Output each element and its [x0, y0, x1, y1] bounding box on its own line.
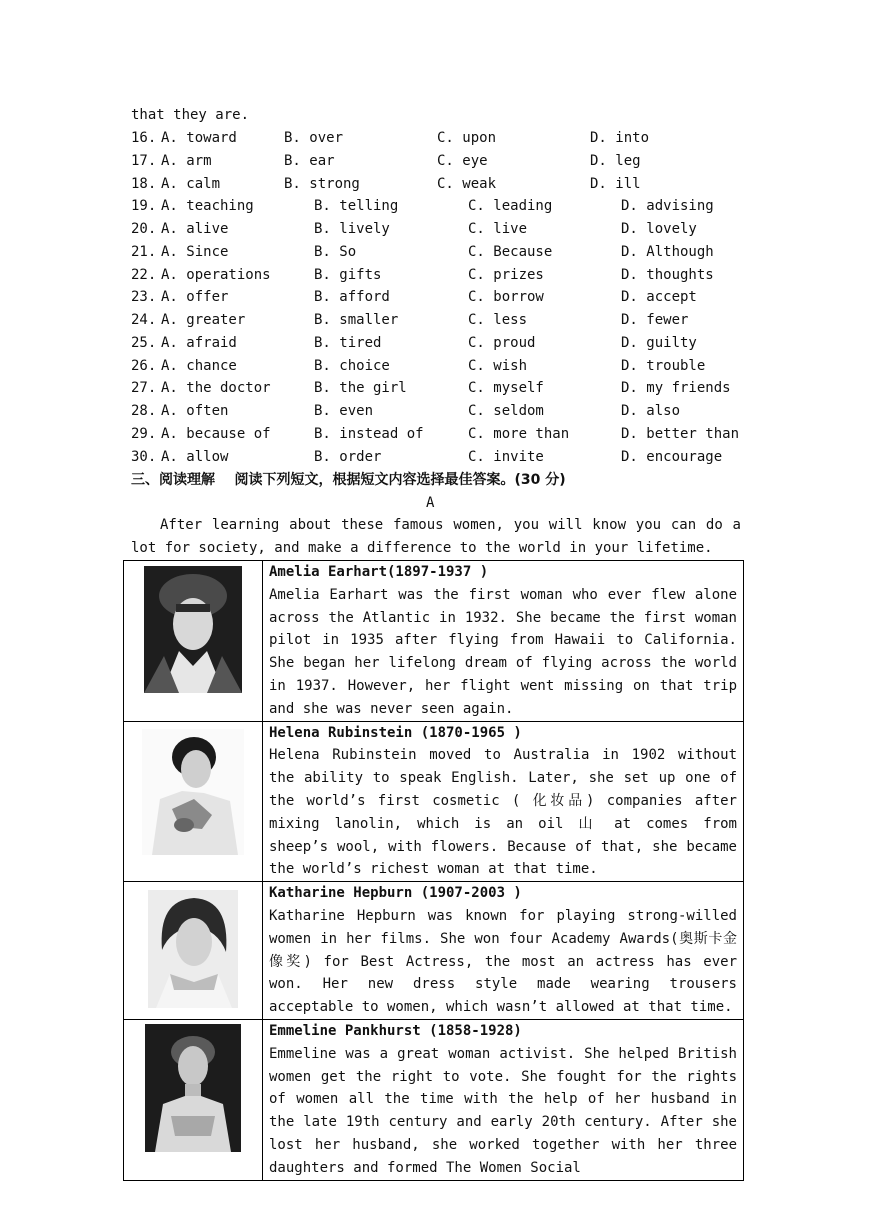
question-number: 19. — [131, 198, 157, 214]
question-row — [131, 423, 751, 446]
option-d: D. into — [590, 130, 650, 146]
option-b: B. the girl — [314, 380, 407, 396]
question-number: 24. — [131, 312, 157, 328]
option-c: C. wish — [468, 358, 528, 374]
question-row — [131, 446, 751, 469]
option-b: B. order — [314, 449, 382, 465]
option-a: A. the doctor — [161, 380, 271, 396]
option-b: B. tired — [314, 335, 382, 351]
question-row — [131, 241, 751, 264]
option-d: D. my friends — [621, 380, 731, 396]
bio-cell — [263, 561, 744, 722]
intro-paragraph — [131, 514, 741, 560]
person-bio: Amelia Earhart was the first woman who ever flew alone across the Atlantic in 1932. She became the first woman pilot in 1935 after flying from Hawaii to California. She began her lifelong dream of flying across the world in 1937. However, her flight went missing on that trip and she was never seen again. — [269, 586, 737, 717]
question-number: 20. — [131, 221, 157, 237]
option-a: A. often — [161, 403, 229, 419]
option-d: D. better than — [621, 426, 740, 442]
bio-cell — [263, 721, 744, 882]
question-number: 26. — [131, 358, 157, 374]
option-a: A. greater — [161, 312, 246, 328]
option-a: A. arm — [161, 153, 212, 169]
question-row — [131, 286, 751, 309]
option-a: A. teaching — [161, 198, 254, 214]
question-number: 27. — [131, 380, 157, 396]
option-d: D. leg — [590, 153, 641, 169]
option-a: A. operations — [161, 267, 271, 283]
lead-line: that they are. — [131, 107, 250, 123]
option-b: B. even — [314, 403, 374, 419]
section-heading: 三、阅读理解 阅读下列短文，根据短文内容选择最佳答案。(30 分) — [131, 472, 566, 488]
option-d: D. thoughts — [621, 267, 714, 283]
option-c: C. leading — [468, 198, 553, 214]
question-row — [131, 195, 751, 218]
question-row — [131, 173, 751, 196]
option-a: A. afraid — [161, 335, 237, 351]
portrait-photo — [144, 566, 242, 693]
passage-label: A — [426, 495, 435, 511]
option-b: B. gifts — [314, 267, 382, 283]
option-a: A. because of — [161, 426, 271, 442]
option-c: C. prizes — [468, 267, 544, 283]
option-a: A. chance — [161, 358, 237, 374]
option-a: A. toward — [161, 130, 237, 146]
question-number: 16. — [131, 130, 157, 146]
table-row — [124, 1019, 744, 1180]
person-bio: Helena Rubinstein moved to Australia in 1902 without the ability to speak English. Later, she set up one of the world’s first cosmetic ( 化妆品) companies after mixing lanolin, which is an oil 山 at comes from sheep’s wool, with flowers. Because of that, she became the world’s richest woman at that time. — [269, 747, 737, 878]
option-b: B. So — [314, 244, 357, 260]
option-c: C. weak — [437, 176, 497, 192]
question-row — [131, 400, 751, 423]
question-row — [131, 332, 751, 355]
question-number: 22. — [131, 267, 157, 283]
bio-cell — [263, 882, 744, 1020]
question-number: 29. — [131, 426, 157, 442]
person-bio: Katharine Hepburn was known for playing strong-willed women in her films. She won four Academy Awards(奥斯卡金像奖) for Best Actress, the most an actress has ever won. Her new dress style made wearing trousers acceptable to women, which wasn’t allowed at that time. — [269, 907, 737, 1016]
bio-cell — [263, 1019, 744, 1180]
option-b: B. smaller — [314, 312, 399, 328]
table-row — [124, 882, 744, 1020]
portrait-photo — [145, 1024, 241, 1152]
option-d: D. trouble — [621, 358, 706, 374]
option-a: A. Since — [161, 244, 229, 260]
person-name: Katharine Hepburn (1907-2003 ) — [269, 885, 522, 902]
option-c: C. Because — [468, 244, 553, 260]
question-number: 21. — [131, 244, 157, 260]
famous-women-table — [123, 560, 744, 1181]
option-d: D. encourage — [621, 449, 723, 465]
option-d: D. advising — [621, 198, 714, 214]
question-number: 18. — [131, 176, 157, 192]
question-row — [131, 264, 751, 287]
option-c: C. live — [468, 221, 528, 237]
option-d: D. guilty — [621, 335, 697, 351]
option-b: B. ear — [284, 153, 335, 169]
question-row — [131, 218, 751, 241]
option-b: B. lively — [314, 221, 390, 237]
option-b: B. over — [284, 130, 344, 146]
question-row — [131, 355, 751, 378]
portrait-photo — [148, 890, 238, 1008]
option-c: C. less — [468, 312, 528, 328]
question-number: 28. — [131, 403, 157, 419]
option-b: B. strong — [284, 176, 360, 192]
question-number: 23. — [131, 289, 157, 305]
person-name: Amelia Earhart(1897-1937 ) — [269, 564, 489, 580]
option-d: D. accept — [621, 289, 697, 305]
question-row — [131, 150, 751, 173]
option-b: B. instead of — [314, 426, 424, 442]
person-name: Helena Rubinstein (1870-1965 ) — [269, 724, 522, 741]
option-a: A. offer — [161, 289, 229, 305]
option-d: D. lovely — [621, 221, 697, 237]
photo-cell — [124, 1019, 263, 1180]
option-c: C. seldom — [468, 403, 544, 419]
photo-cell — [124, 882, 263, 1020]
option-c: C. more than — [468, 426, 570, 442]
question-number: 30. — [131, 449, 157, 465]
option-d: D. also — [621, 403, 681, 419]
option-c: C. invite — [468, 449, 544, 465]
table-row — [124, 561, 744, 722]
option-c: C. myself — [468, 380, 544, 396]
table-row — [124, 721, 744, 882]
option-b: B. choice — [314, 358, 390, 374]
option-a: A. alive — [161, 221, 229, 237]
question-row — [131, 377, 751, 400]
option-d: D. ill — [590, 176, 641, 192]
option-c: C. upon — [437, 130, 497, 146]
option-a: A. allow — [161, 449, 229, 465]
option-d: D. Although — [621, 244, 714, 260]
question-number: 17. — [131, 153, 157, 169]
question-number: 25. — [131, 335, 157, 351]
question-row — [131, 309, 751, 332]
person-name: Emmeline Pankhurst (1858-1928) — [269, 1022, 522, 1039]
photo-cell — [124, 721, 263, 882]
intro-text: After learning about these famous women, you will know you can do a lot for society, and make a difference to the world in your lifetime. — [131, 517, 741, 556]
option-c: C. borrow — [468, 289, 544, 305]
option-c: C. eye — [437, 153, 488, 169]
option-c: C. proud — [468, 335, 536, 351]
option-b: B. afford — [314, 289, 390, 305]
option-d: D. fewer — [621, 312, 689, 328]
photo-cell — [124, 561, 263, 722]
person-bio: Emmeline was a great woman activist. She helped British women get the right to vote. She fought for the rights of women all the time with the help of her husband in the late 19th century and early 20th century. After she lost her husband, she worked together with her three daughters and formed The Women Social — [269, 1045, 737, 1176]
option-b: B. telling — [314, 198, 399, 214]
portrait-photo — [142, 729, 244, 855]
option-a: A. calm — [161, 176, 221, 192]
question-row — [131, 127, 751, 150]
